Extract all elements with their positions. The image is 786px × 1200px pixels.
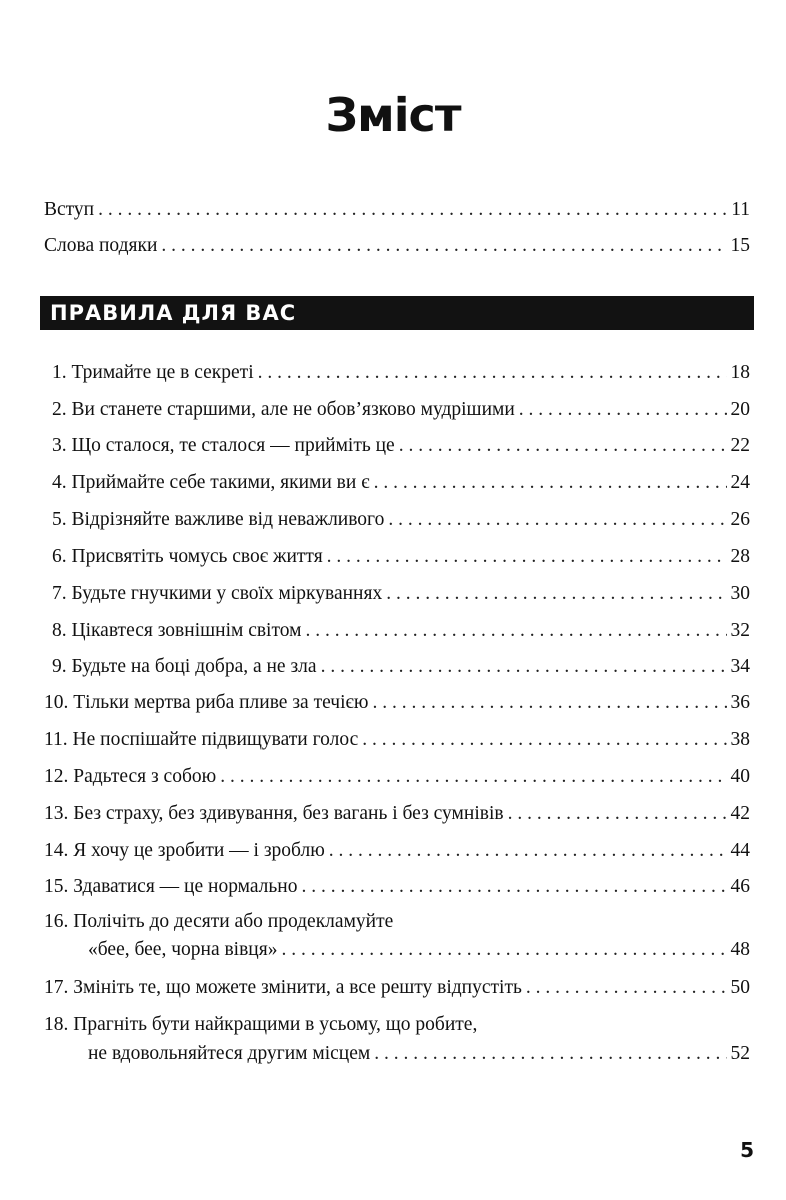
dot-leader [305,619,726,643]
toc-entry-page: 44 [730,840,750,861]
toc-entry-text: Радьтеся з собою [73,766,217,787]
toc-entry-number: 13. [44,803,69,824]
toc-entry-text: Ви станете старшими, але не обов’язково мудрішими [71,399,515,420]
toc-entry-first-line[interactable] [44,910,393,934]
toc-entry-label [44,839,325,863]
toc-entry[interactable] [44,691,750,715]
toc-entry-page: 34 [730,656,750,677]
toc-entry[interactable] [52,508,750,532]
toc-entry-number: 1. [52,362,67,383]
toc-entry-text: Здаватися — це нормально [73,876,298,897]
toc-entry-label [52,434,395,458]
toc-entry-label [44,976,522,1000]
toc-entry-label [44,802,504,826]
dot-leader [281,938,726,962]
toc-entry-label [52,471,370,495]
toc-entry-page: 15 [730,235,750,256]
dot-leader [388,508,726,532]
toc-entry-text: Прагніть бути найкращими в усьому, що робите, [73,1014,478,1035]
toc-entry-label [52,582,382,606]
toc-entry-label [52,655,317,679]
toc-entry-number: 9. [52,656,67,677]
toc-entry[interactable] [44,728,750,752]
dot-leader [508,802,727,826]
toc-entry-number: 5. [52,509,67,530]
page-number: 5 [740,1138,754,1162]
toc-entry-label: Слова подяки [44,235,158,256]
toc-entry-label [44,875,298,899]
dot-leader [399,434,727,458]
toc-entry-text: Тільки мертва риба пливе за течією [73,692,369,713]
dot-leader [372,691,726,715]
toc-entry[interactable] [52,398,750,422]
toc-entry-label [44,691,368,715]
dot-leader [327,545,727,569]
toc-entry-label [52,619,301,643]
toc-entry-number: 3. [52,435,67,456]
dot-leader [526,976,727,1000]
toc-entry-page: 30 [730,583,750,604]
dot-leader [161,234,726,258]
toc-entry-label [52,398,515,422]
toc-entry-page: 32 [730,620,750,641]
dot-leader [321,655,727,679]
toc-entry-number: 7. [52,583,67,604]
toc-entry-text: Будьте на боці добра, а не зла [71,656,317,677]
toc-entry-text: Тримайте це в секреті [71,362,254,383]
toc-entry-label [52,545,323,569]
toc-entry-page: 26 [730,509,750,530]
toc-entry-number: 4. [52,472,67,493]
toc-entry-text-continued: «бее, бее, чорна вівця» [88,939,278,960]
toc-entry-label [52,508,384,532]
toc-entry-page: 11 [731,199,750,220]
dot-leader [374,1042,726,1066]
toc-entry-text: Не поспішайте підвищувати голос [72,729,359,750]
toc-entry-text: Змініть те, що можете змінити, а все решту відпустіть [73,977,522,998]
toc-entry[interactable] [52,434,750,458]
toc-entry-page: 28 [730,546,750,567]
toc-entry-text: Приймайте себе такими, якими ви є [71,472,370,493]
toc-entry-text: Будьте гнучкими у своїх міркуваннях [71,583,383,604]
toc-entry-text: Цікавтеся зовнішнім світом [71,620,302,641]
toc-entry[interactable] [44,765,750,789]
dot-leader [302,875,727,899]
toc-entry-acknowledgements[interactable] [44,234,750,258]
toc-entry[interactable] [44,875,750,899]
toc-entry-number: 10. [44,692,69,713]
page-title: Зміст [325,88,461,142]
toc-entry-text: Що сталося, те сталося — прийміть це [71,435,395,456]
toc-entry-number: 17. [44,977,69,998]
toc-entry-page: 24 [730,472,750,493]
section-header-label: ПРАВИЛА ДЛЯ ВАС [50,301,297,325]
dot-leader [386,582,726,606]
toc-entry-page: 36 [730,692,750,713]
toc-entry[interactable] [52,655,750,679]
dot-leader [220,765,726,789]
toc-entry-number: 11. [44,729,68,750]
toc-entry-label [44,765,216,789]
toc-entry-number: 12. [44,766,69,787]
toc-entry[interactable] [44,976,750,1000]
toc-entry-text-continued: не вдовольняйтеся другим місцем [88,1043,371,1064]
toc-entry[interactable] [52,471,750,495]
dot-leader [519,398,727,422]
toc-entry[interactable] [52,545,750,569]
dot-leader [374,471,727,495]
toc-entry[interactable] [44,839,750,863]
toc-entry-page: 52 [730,1043,750,1064]
toc-entry-intro[interactable] [44,198,750,222]
toc-entry-text: Я хочу це зробити — і зроблю [73,840,325,861]
toc-entry-label [44,728,358,752]
toc-entry-text: Без страху, без здивування, без вагань і без сумнівів [73,803,504,824]
toc-entry[interactable] [44,802,750,826]
toc-entry-text: Присвятіть чомусь своє життя [71,546,323,567]
toc-entry-page: 38 [730,729,750,750]
dot-leader [98,198,727,222]
toc-entry-page: 20 [730,399,750,420]
toc-entry-number: 2. [52,399,67,420]
toc-entry-page: 40 [730,766,750,787]
dot-leader [329,839,727,863]
dot-leader [362,728,726,752]
toc-entry[interactable] [88,938,750,962]
dot-leader [258,361,727,385]
toc-entry-number: 18. [44,1014,69,1035]
toc-entry-page: 42 [730,803,750,824]
toc-entry-page: 48 [730,939,750,960]
toc-entry[interactable] [88,1042,750,1066]
toc-entry[interactable] [52,361,750,385]
toc-entry-page: 46 [730,876,750,897]
toc-entry-page: 22 [730,435,750,456]
toc-entry-page: 50 [730,977,750,998]
toc-entry-label: Вступ [44,199,95,220]
toc-entry-number: 15. [44,876,69,897]
toc-entry[interactable] [52,582,750,606]
toc-entry-number: 14. [44,840,69,861]
toc-entry-number: 6. [52,546,67,567]
toc-entry-first-line[interactable] [44,1013,477,1037]
toc-entry[interactable] [52,619,750,643]
toc-entry-text: Відрізняйте важливе від неважливого [71,509,385,530]
toc-entry-number: 8. [52,620,67,641]
toc-entry-text: Полічіть до десяти або продекламуйте [73,911,394,932]
section-header [40,296,754,330]
toc-entry-page: 18 [730,362,750,383]
toc-entry-label [52,361,254,385]
toc-entry-number: 16. [44,911,69,932]
